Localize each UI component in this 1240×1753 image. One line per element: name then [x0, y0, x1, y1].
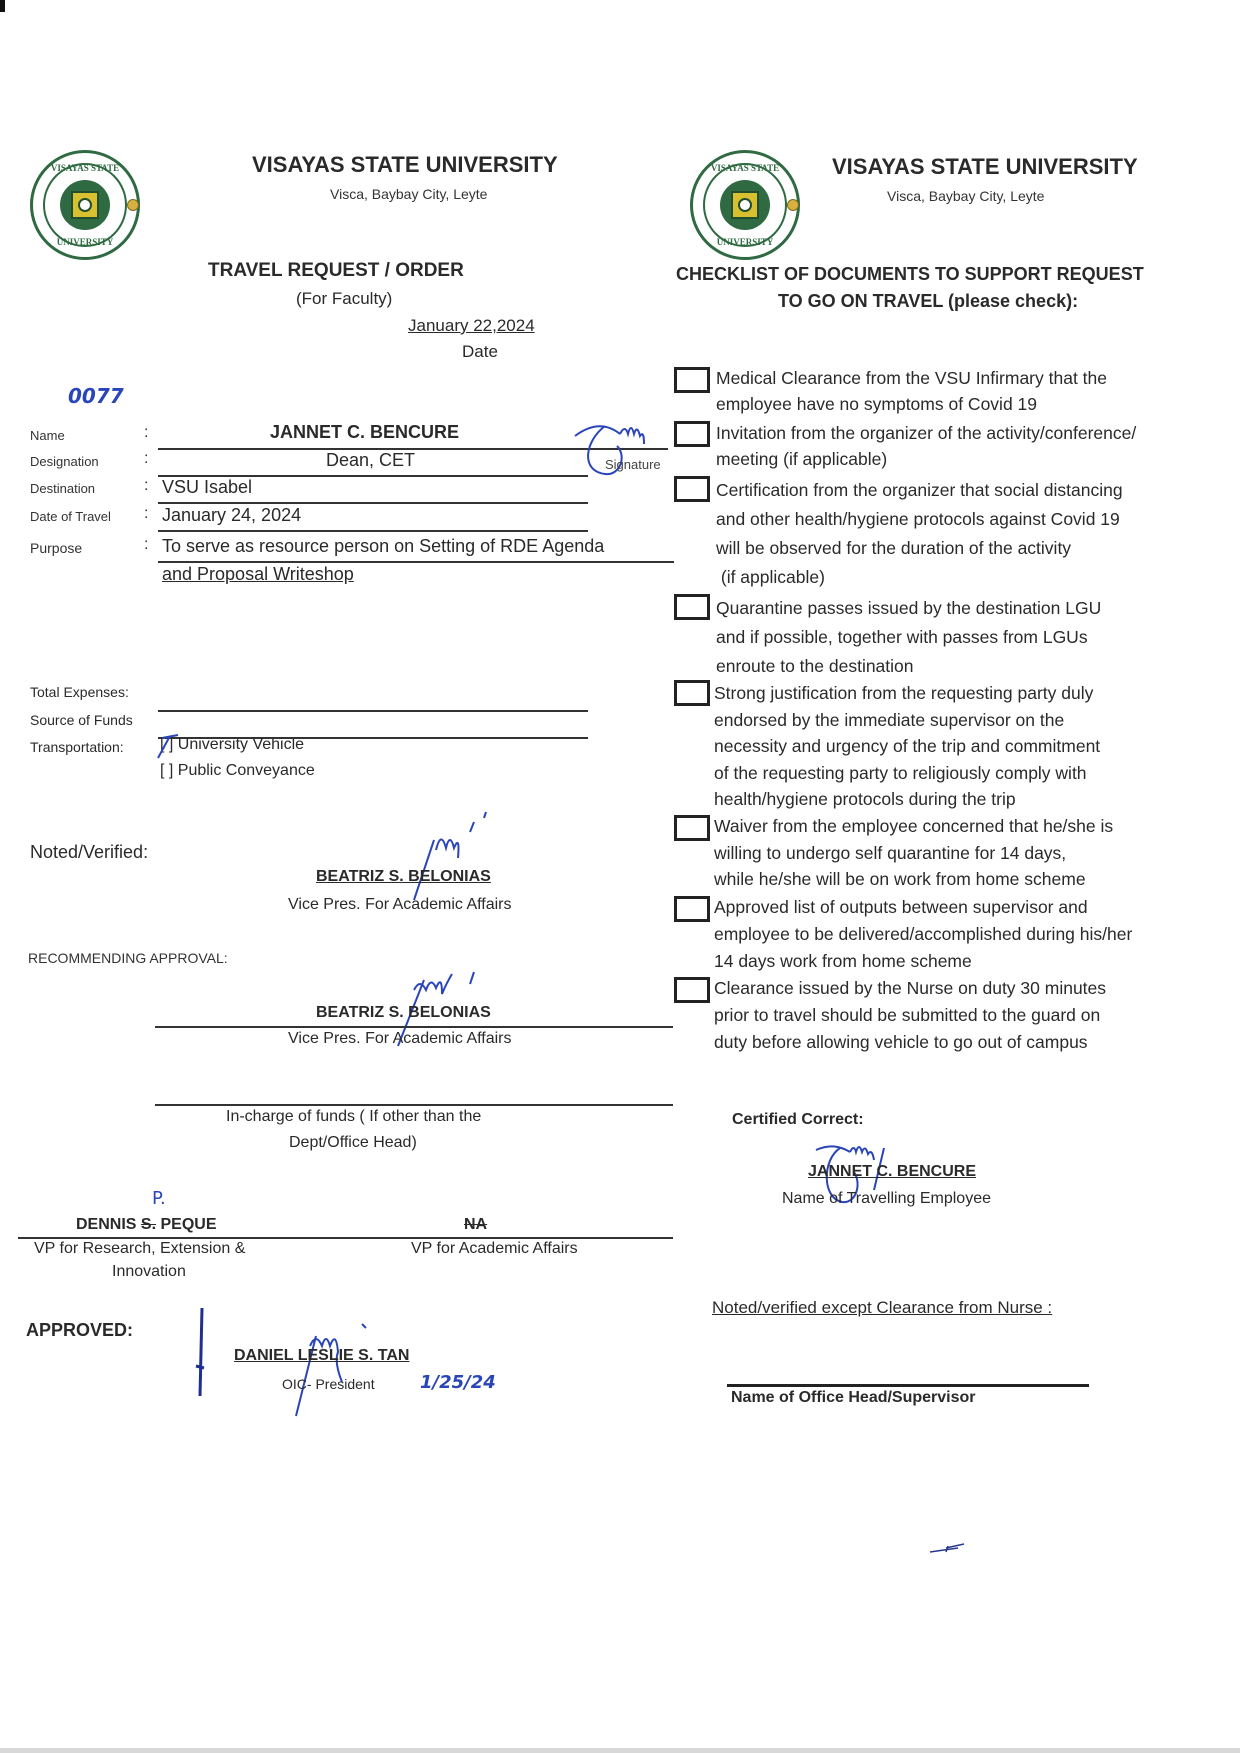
purpose-label: Purpose	[30, 540, 83, 556]
vp-research-first-name: DENNIS	[76, 1216, 141, 1233]
checklist-item-medical-clearance: Medical Clearance from the VSU Infirmary that the employee have no symptoms of Covid 19	[716, 368, 1107, 414]
date-of-travel-label: Date of Travel	[30, 509, 111, 524]
request-date-label: Date	[462, 342, 498, 361]
checklist-checkbox-nurse-clearance[interactable]	[674, 977, 710, 1003]
purpose-colon: :	[144, 536, 149, 553]
vp-research-struck-initial: S.	[140, 1216, 157, 1233]
total-expenses-label: Total Expenses:	[30, 684, 129, 700]
president-title: OIC- President	[282, 1376, 375, 1392]
checklist-item-quarantine-passes: Quarantine passes issued by the destination LGU and if possible, together with passes from LGUs enroute to the destination	[716, 598, 1102, 676]
university-address-left: Visca, Baybay City, Leyte	[330, 186, 488, 202]
handwritten-initial-correction: P.	[152, 1188, 166, 1209]
in-charge-label-line2: Dept/Office Head)	[289, 1134, 417, 1151]
in-charge-signature-line[interactable]	[155, 1104, 673, 1106]
checklist-checkbox-quarantine-passes[interactable]	[674, 594, 710, 620]
name-label: Name	[30, 428, 65, 443]
purpose-value-line1[interactable]: To serve as resource person on Setting of RDE Agenda	[162, 536, 605, 556]
president-name: DANIEL LESLIE S. TAN	[234, 1347, 410, 1364]
checklist-item-nurse-clearance: Clearance issued by the Nurse on duty 30 minutes prior to travel should be submitted to the guard on duty before allowing vehicle to go out of campus	[714, 978, 1107, 1052]
scan-bottom-edge	[0, 1748, 1240, 1753]
university-address-right: Visca, Baybay City, Leyte	[887, 188, 1045, 204]
checklist-checkbox-strong-justification[interactable]	[674, 680, 710, 706]
date-of-travel-value[interactable]: January 24, 2024	[162, 505, 302, 525]
checklist-title-line2: TO GO ON TRAVEL (please check):	[778, 291, 1079, 311]
checklist-item-waiver: Waiver from the employee concerned that he/she is willing to undergo self quarantine for 14 days, while he/she will be on work from home scheme	[714, 816, 1114, 889]
control-number-handwritten: 0077	[68, 384, 124, 408]
transport-check-mark-icon	[156, 732, 180, 760]
destination-value[interactable]: VSU Isabel	[162, 477, 253, 497]
scan-corner-mark	[0, 0, 5, 12]
checklist-item-certification: Certification from the organizer that social distancing and other health/hygiene protocols against Covid 19 will be observed for the duration of the activity (if applicable)	[716, 480, 1123, 587]
destination-colon: :	[144, 477, 149, 494]
noted-by-name: BEATRIZ S. BELONIAS	[316, 868, 491, 885]
approved-label: APPROVED:	[26, 1320, 134, 1340]
date-of-travel-colon: :	[144, 505, 149, 522]
total-expenses-field[interactable]	[158, 710, 588, 712]
recommending-approval-label: RECOMMENDING APPROVAL:	[28, 950, 228, 966]
checklist-checkbox-waiver[interactable]	[674, 815, 710, 841]
designation-label: Designation	[30, 454, 99, 469]
handwritten-approval-date: 1/25/24	[420, 1372, 496, 1393]
checklist-item-invitation: Invitation from the organizer of the activity/conference/ meeting (if applicable)	[716, 423, 1137, 469]
purpose-value-line2[interactable]: and Proposal Writeshop	[162, 564, 354, 584]
vp-academic-name: NA	[464, 1216, 488, 1233]
vp-research-title-line1: VP for Research, Extension &	[34, 1240, 246, 1257]
seal-text-bottom: UNIVERSITY	[56, 237, 114, 247]
university-name-right: VISAYAS STATE UNIVERSITY	[832, 154, 1138, 179]
certified-employee-title: Name of Travelling Employee	[782, 1190, 991, 1207]
signature-label: Signature	[605, 457, 661, 472]
vp-signature-line	[18, 1237, 673, 1239]
vp-academic-title: VP for Academic Affairs	[411, 1240, 578, 1257]
destination-label: Destination	[30, 481, 96, 496]
recommending-signature-line	[155, 1026, 673, 1028]
noted-by-title: Vice Pres. For Academic Affairs	[288, 896, 512, 913]
stray-ink-mark-icon	[928, 1542, 968, 1558]
checklist-checkbox-certification[interactable]	[674, 476, 710, 502]
vp-research-title-line2: Innovation	[112, 1263, 186, 1280]
request-date-value: January 22,2024	[408, 316, 535, 335]
vp-research-name	[76, 1216, 217, 1234]
name-value[interactable]: JANNET C. BENCURE	[270, 422, 460, 442]
university-name-left: VISAYAS STATE UNIVERSITY	[252, 152, 558, 177]
recommending-name: BEATRIZ S. BELONIAS	[316, 1004, 491, 1021]
designation-value[interactable]: Dean, CET	[326, 450, 416, 470]
in-charge-label-line1: In-charge of funds ( If other than the	[226, 1108, 482, 1125]
vp-research-last-name: PEQUE	[156, 1216, 217, 1233]
checklist-checkbox-medical-clearance[interactable]	[674, 367, 710, 393]
checklist-checkbox-invitation[interactable]	[674, 421, 710, 447]
recommending-title: Vice Pres. For Academic Affairs	[288, 1030, 512, 1047]
transport-option-university-vehicle[interactable]: [ ] University Vehicle	[160, 736, 305, 753]
vp-signature-icon	[400, 810, 520, 910]
office-head-label: Name of Office Head/Supervisor	[731, 1389, 976, 1406]
university-seal-left	[30, 150, 140, 260]
checklist-title-line1: CHECKLIST OF DOCUMENTS TO SUPPORT REQUEST	[676, 264, 1144, 284]
name-colon: :	[144, 424, 149, 441]
noted-except-nurse-label: Noted/verified except Clearance from Nurse :	[712, 1298, 1053, 1317]
form-title: TRAVEL REQUEST / ORDER	[208, 260, 464, 281]
date-of-travel-underline	[158, 530, 588, 532]
certified-correct-label: Certified Correct:	[732, 1111, 864, 1128]
destination-underline	[158, 502, 588, 504]
checklist-item-approved-outputs: Approved list of outputs between supervisor and employee to be delivered/accomplished during his/her 14 days work from home scheme	[714, 897, 1133, 971]
form-subtitle: (For Faculty)	[296, 289, 393, 308]
purpose-underline	[158, 561, 674, 563]
noted-verified-label: Noted/Verified:	[30, 842, 149, 862]
seal-text-top: VISAYAS STATE	[50, 163, 120, 173]
source-of-funds-label: Source of Funds	[30, 712, 133, 728]
office-head-signature-line[interactable]	[727, 1384, 1089, 1387]
seal-text-top: VISAYAS STATE	[710, 163, 780, 173]
checklist-checkbox-approved-outputs[interactable]	[674, 896, 710, 922]
university-seal-right	[690, 150, 800, 260]
designation-colon: :	[144, 450, 149, 467]
certified-employee-name: JANNET C. BENCURE	[808, 1163, 977, 1180]
checklist-item-strong-justification: Strong justification from the requesting party duly endorsed by the immediate supervisor on the necessity and urgency of the trip and commitment of the requesting party to religiously comply with health/hygiene protocols during the trip	[714, 683, 1101, 809]
transportation-label: Transportation:	[30, 739, 124, 755]
transport-option-public-conveyance[interactable]: [ ] Public Conveyance	[160, 762, 315, 779]
seal-text-bottom: UNIVERSITY	[716, 237, 774, 247]
